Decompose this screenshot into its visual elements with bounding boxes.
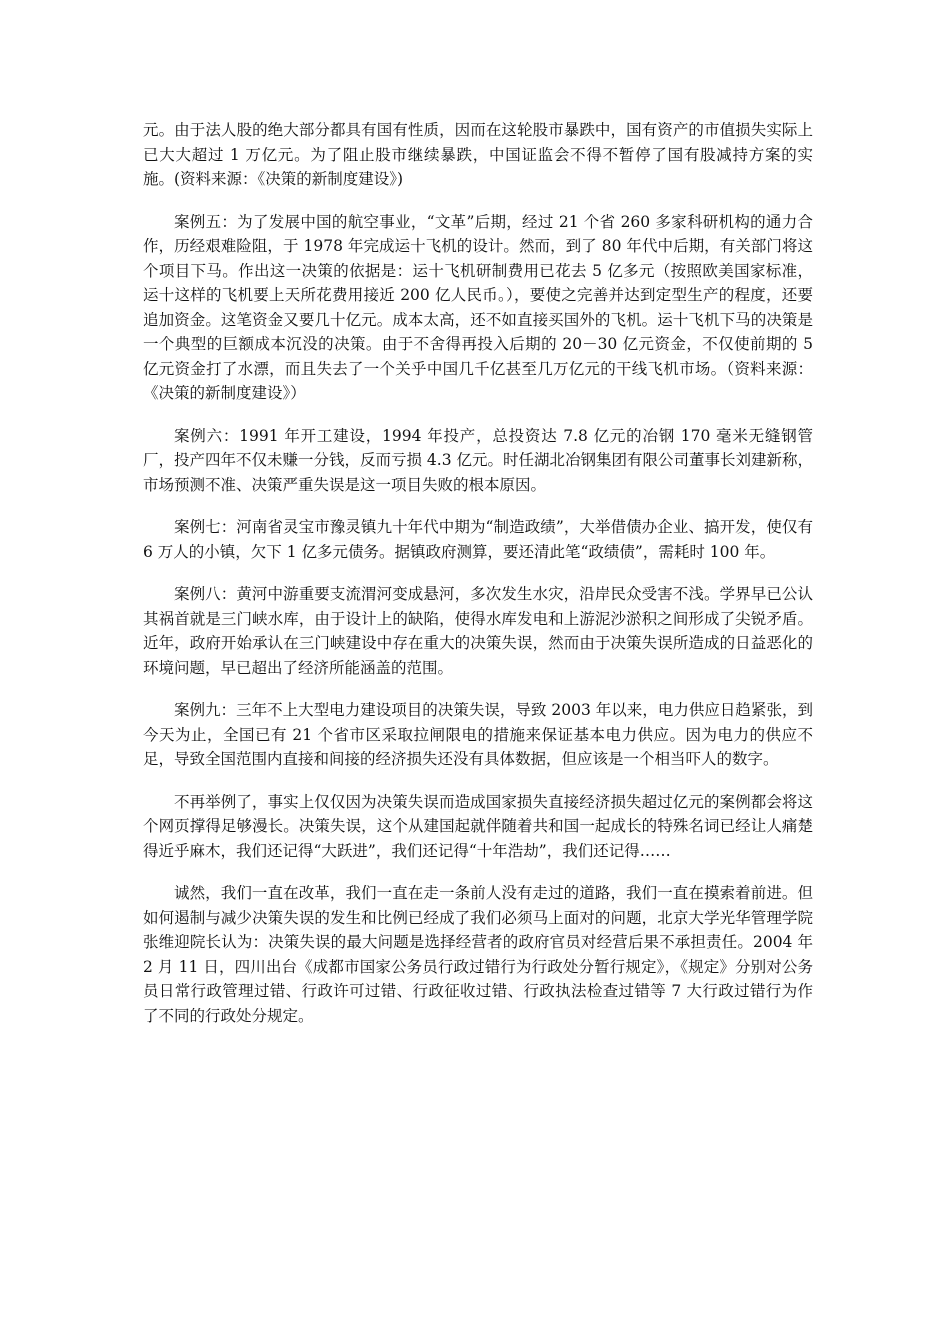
paragraph-case-6: 案例六：1991 年开工建设，1994 年投产，总投资达 7.8 亿元的冶钢 170 毫米无缝钢管厂，投产四年不仅未赚一分钱，反而亏损 4.3 亿元。时任湖北冶钢集团有限公司董事长刘建新称，市场预测不准、决策严重失误是这一项目失败的根本原因。 bbox=[143, 426, 814, 494]
paragraph-no-more-examples: 不再举例了，事实上仅仅因为决策失误而造成国家损失直接经济损失超过亿元的案例都会将这个网页撑得足够漫长。决策失误，这个从建国起就伴随着共和国一起成长的特殊名词已经让人痛楚得近乎麻木，我们还记得“大跃进”，我们还记得“十年浩劫”，我们还记得…… bbox=[143, 792, 813, 860]
paragraph-case-8: 案例八：黄河中游重要支流渭河变成悬河，多次发生水灾，沿岸民众受害不浅。学界早已公认其祸首就是三门峡水库，由于设计上的缺陷，使得水库发电和上游泥沙淤积之间形成了尖锐矛盾。近年，政府开始承认在三门峡建设中存在重大的决策失误，然而由于决策失误所造成的日益恶化的环境问题，早已超出了经济所能涵盖的范围。 bbox=[143, 585, 813, 677]
paragraph-reform: 诚然，我们一直在改革，我们一直在走一条前人没有走过的道路，我们一直在摸索着前进。但如何遏制与减少决策失误的发生和比例已经成了我们必须马上面对的问题，北京大学光华管理学院张维迎院长认为：决策失误的最大问题是选择经营者的政府官员对经营后果不承担责任。2004 年 2 月 11 日，四川出台《成都市国家公务员行政过错行为行政处分暂行规定》，《规定》分别对公务员日常行政管理过错、行政许可过错、行政征收过错、行政执法检查过错等 7 大行政过错行为作了不同的行政处分规定。 bbox=[143, 884, 813, 1025]
paragraph-continuation: 元。由于法人股的绝大部分都具有国有性质，因而在这轮股市暴跌中，国有资产的市值损失实际上已大大超过 1 万亿元。为了阻止股市继续暴跌，中国证监会不得不暂停了国有股减持方案的实施。(资料来源：《决策的新制度建设》) bbox=[143, 121, 813, 188]
paragraph-case-9: 案例九：三年不上大型电力建设项目的决策失误，导致 2003 年以来，电力供应日趋紧张，到今天为止，全国已有 21 个省市区采取拉闸限电的措施来保证基本电力供应。因为电力的供应不足，导致全国范围内直接和间接的经济损失还没有具体数据，但应该是一个相当吓人的数字。 bbox=[143, 701, 813, 768]
paragraph-case-7: 案例七：河南省灵宝市豫灵镇九十年代中期为“制造政绩”，大举借债办企业、搞开发，使仅有 6 万人的小镇，欠下 1 亿多元债务。据镇政府测算，要还清此笔“政绩债”，需耗时 100 年。 bbox=[143, 518, 813, 561]
document-page bbox=[143, 118, 813, 1046]
paragraph-case-5: 案例五：为了发展中国的航空事业，“文革”后期，经过 21 个省 260 多家科研机构的通力合作，历经艰难险阻，于 1978 年完成运十飞机的设计。然而，到了 80 年代中后期，有关部门将这个项目下马。作出这一决策的依据是：运十飞机研制费用已花去 5 亿多元（按照欧美国家标准，运十这样的飞机要上天所花费用接近 200 亿人民币。），要使之完善并达到定型生产的程度，还要追加资金。这笔资金又要几十亿元。成本太高，还不如直接买国外的飞机。运十飞机下马的决策是一个典型的巨额成本沉没的决策。由于不舍得再投入后期的 20－30 亿元资金，不仅使前期的 5 亿元资金打了水漂，而且失去了一个关乎中国几千亿甚至几万亿元的干线飞机市场。（资料来源：《决策的新制度建设》） bbox=[143, 212, 813, 402]
